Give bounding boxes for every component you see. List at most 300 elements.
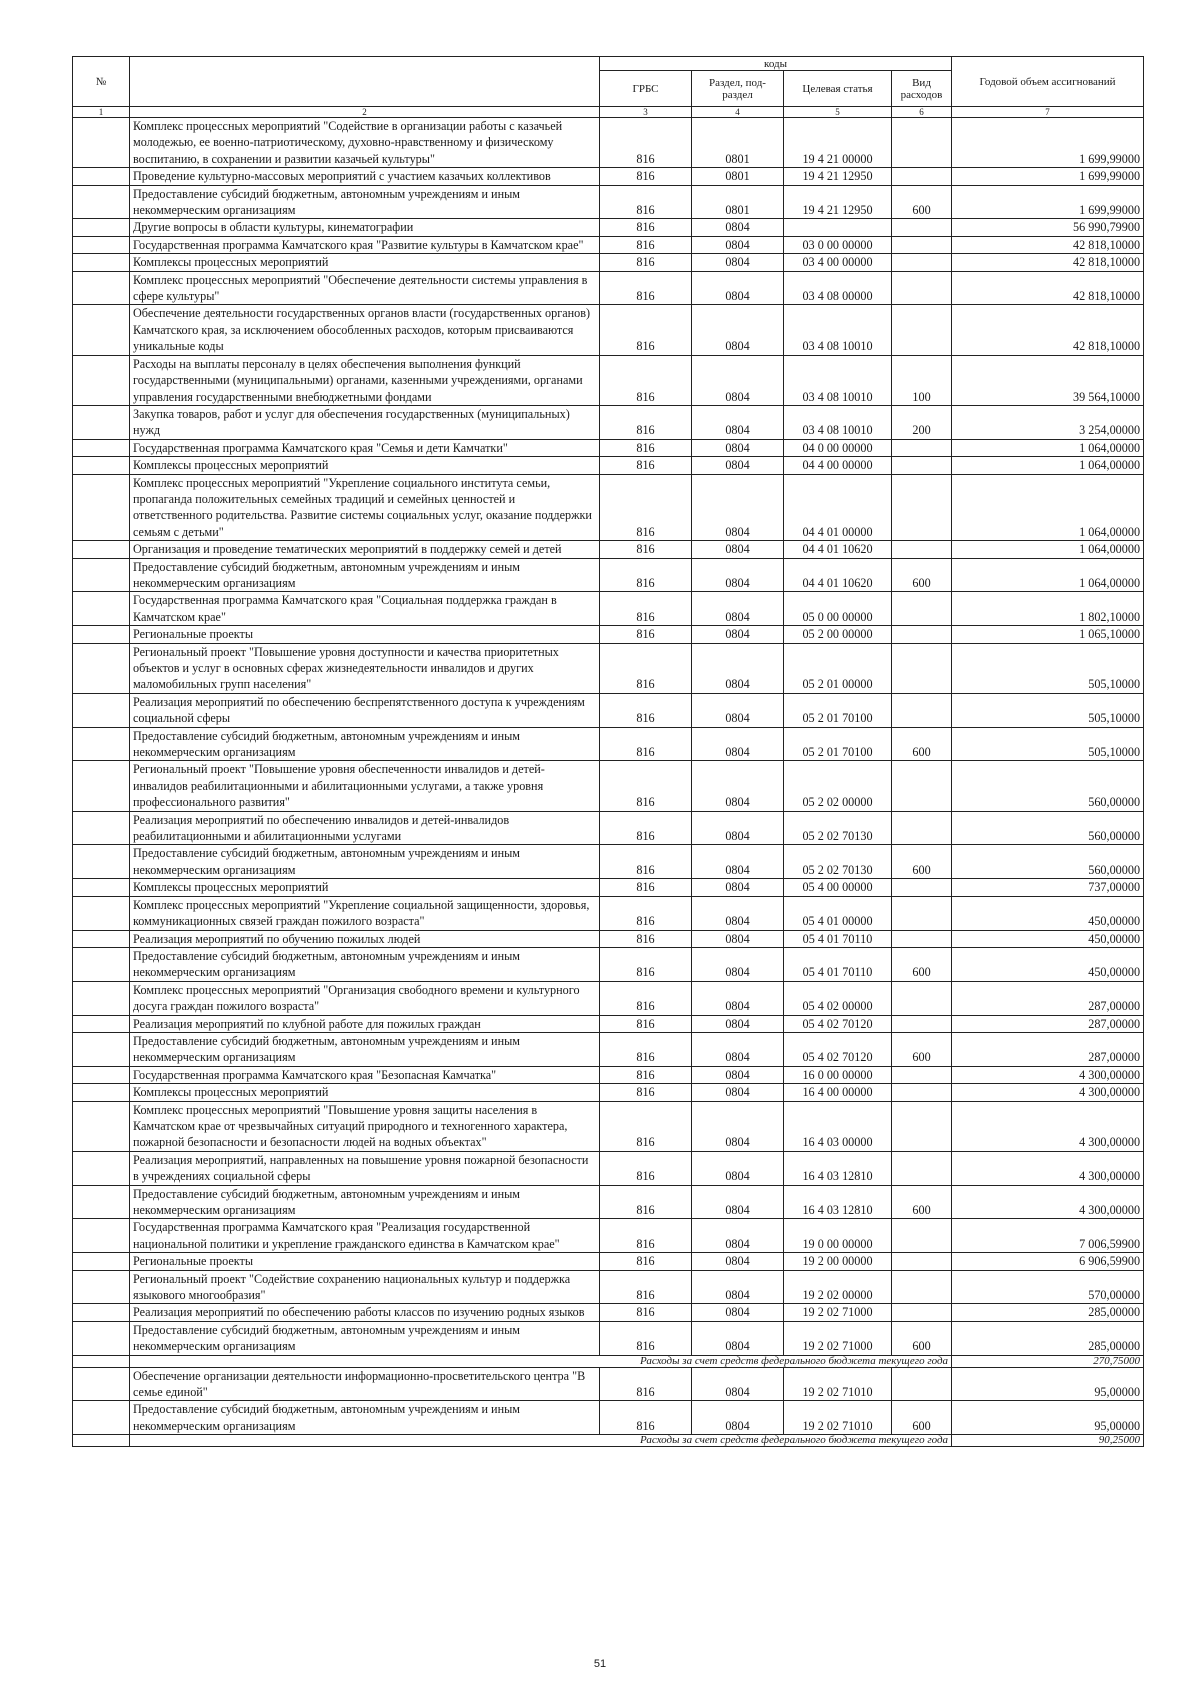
row-number-cell bbox=[73, 1321, 130, 1355]
row-expense-type bbox=[892, 879, 952, 896]
row-section: 0804 bbox=[692, 1367, 784, 1401]
row-expense-type: 600 bbox=[892, 947, 952, 981]
row-number-cell bbox=[73, 1151, 130, 1185]
row-number-cell bbox=[73, 643, 130, 693]
row-expense-type bbox=[892, 1304, 952, 1321]
row-number-cell bbox=[73, 1185, 130, 1219]
row-expense-type bbox=[892, 305, 952, 355]
row-expense-type bbox=[892, 981, 952, 1015]
row-expense-type bbox=[892, 457, 952, 474]
row-expense-type: 600 bbox=[892, 1321, 952, 1355]
row-amount: 285,00000 bbox=[952, 1321, 1144, 1355]
row-expense-type bbox=[892, 474, 952, 541]
row-number-cell bbox=[73, 405, 130, 439]
row-grbs: 816 bbox=[600, 185, 692, 219]
row-expense-type bbox=[892, 271, 952, 305]
row-target-article: 16 4 03 12810 bbox=[784, 1151, 892, 1185]
row-grbs: 816 bbox=[600, 236, 692, 253]
table-row bbox=[73, 541, 1144, 558]
table-row bbox=[73, 271, 1144, 305]
row-description: Реализация мероприятий по обеспечению работы классов по изучению родных языков bbox=[130, 1304, 600, 1321]
row-expense-type bbox=[892, 761, 952, 811]
row-target-article: 19 2 02 71010 bbox=[784, 1401, 892, 1435]
row-amount: 287,00000 bbox=[952, 1032, 1144, 1066]
row-target-article: 05 4 01 00000 bbox=[784, 896, 892, 930]
column-number: 1 bbox=[73, 107, 130, 118]
row-number-cell bbox=[73, 845, 130, 879]
row-grbs: 816 bbox=[600, 811, 692, 845]
row-amount: 450,00000 bbox=[952, 896, 1144, 930]
row-number-cell bbox=[73, 271, 130, 305]
row-target-article: 04 4 01 10620 bbox=[784, 541, 892, 558]
row-target-article: 19 2 00 00000 bbox=[784, 1253, 892, 1270]
row-section: 0804 bbox=[692, 1151, 784, 1185]
row-grbs: 816 bbox=[600, 1101, 692, 1151]
row-section: 0804 bbox=[692, 761, 784, 811]
row-amount: 4 300,00000 bbox=[952, 1066, 1144, 1083]
row-amount: 42 818,10000 bbox=[952, 254, 1144, 271]
table-row bbox=[73, 761, 1144, 811]
row-target-article: 05 4 02 00000 bbox=[784, 981, 892, 1015]
row-target-article: 05 4 02 70120 bbox=[784, 1032, 892, 1066]
row-target-article: 05 4 01 70110 bbox=[784, 947, 892, 981]
row-number-cell bbox=[73, 439, 130, 456]
header-section: Раздел, под-раздел bbox=[692, 71, 784, 107]
row-expense-type: 600 bbox=[892, 1185, 952, 1219]
row-expense-type: 600 bbox=[892, 845, 952, 879]
row-number-cell bbox=[73, 1101, 130, 1151]
row-expense-type bbox=[892, 896, 952, 930]
row-number-cell bbox=[73, 1015, 130, 1032]
row-section: 0804 bbox=[692, 1321, 784, 1355]
row-section: 0804 bbox=[692, 592, 784, 626]
row-section: 0804 bbox=[692, 271, 784, 305]
row-amount: 42 818,10000 bbox=[952, 236, 1144, 253]
row-description: Комплекс процессных мероприятий "Содействие в организации работы с казачьей молодежью, ее военно-патриотическому, духовно-нравственному и физическому воспитанию, в сохранении и развитии казачьей культуры" bbox=[130, 118, 600, 168]
table-row bbox=[73, 592, 1144, 626]
row-number-cell bbox=[73, 896, 130, 930]
row-grbs: 816 bbox=[600, 626, 692, 643]
row-section: 0804 bbox=[692, 845, 784, 879]
row-description: Реализация мероприятий по обучению пожилых людей bbox=[130, 930, 600, 947]
row-grbs: 816 bbox=[600, 947, 692, 981]
row-grbs: 816 bbox=[600, 727, 692, 761]
row-grbs: 816 bbox=[600, 693, 692, 727]
row-amount: 1 699,99000 bbox=[952, 168, 1144, 185]
row-grbs: 816 bbox=[600, 1185, 692, 1219]
header-codes: коды bbox=[600, 57, 952, 71]
row-description: Государственная программа Камчатского края "Семья и дети Камчатки" bbox=[130, 439, 600, 456]
row-number-cell bbox=[73, 118, 130, 168]
row-description: Реализация мероприятий по клубной работе для пожилых граждан bbox=[130, 1015, 600, 1032]
header-description bbox=[130, 57, 600, 107]
row-amount: 1 064,00000 bbox=[952, 474, 1144, 541]
row-section: 0804 bbox=[692, 896, 784, 930]
row-section: 0804 bbox=[692, 727, 784, 761]
row-description: Предоставление субсидий бюджетным, автономным учреждениям и иным некоммерческим организациям bbox=[130, 558, 600, 592]
row-grbs: 816 bbox=[600, 118, 692, 168]
row-section: 0804 bbox=[692, 1185, 784, 1219]
row-amount: 450,00000 bbox=[952, 930, 1144, 947]
row-target-article: 19 2 02 00000 bbox=[784, 1270, 892, 1304]
row-section: 0804 bbox=[692, 693, 784, 727]
table-row bbox=[73, 626, 1144, 643]
row-number-cell bbox=[73, 761, 130, 811]
row-section: 0804 bbox=[692, 930, 784, 947]
row-description: Региональный проект "Содействие сохранению национальных культур и поддержка языкового многообразия" bbox=[130, 1270, 600, 1304]
table-row bbox=[73, 643, 1144, 693]
table-row bbox=[73, 355, 1144, 405]
row-amount: 505,10000 bbox=[952, 643, 1144, 693]
row-expense-type bbox=[892, 1367, 952, 1401]
row-grbs: 816 bbox=[600, 355, 692, 405]
row-grbs: 816 bbox=[600, 219, 692, 236]
table-row bbox=[73, 811, 1144, 845]
row-section: 0804 bbox=[692, 1219, 784, 1253]
column-number: 2 bbox=[130, 107, 600, 118]
row-target-article: 04 4 01 10620 bbox=[784, 558, 892, 592]
row-section: 0804 bbox=[692, 1270, 784, 1304]
row-description: Региональный проект "Повышение уровня доступности и качества приоритетных объектов и услуг в основных сферах жизнедеятельности инвалидов и других маломобильных групп населения" bbox=[130, 643, 600, 693]
row-expense-type bbox=[892, 254, 952, 271]
row-amount: 505,10000 bbox=[952, 693, 1144, 727]
row-number-cell bbox=[73, 254, 130, 271]
row-description: Предоставление субсидий бюджетным, автономным учреждениям и иным некоммерческим организациям bbox=[130, 185, 600, 219]
row-expense-type bbox=[892, 626, 952, 643]
row-amount: 42 818,10000 bbox=[952, 305, 1144, 355]
row-section: 0804 bbox=[692, 981, 784, 1015]
header-grbs: ГРБС bbox=[600, 71, 692, 107]
row-section: 0804 bbox=[692, 405, 784, 439]
table-row bbox=[73, 1151, 1144, 1185]
row-grbs: 816 bbox=[600, 1270, 692, 1304]
row-section: 0804 bbox=[692, 1101, 784, 1151]
row-number-cell bbox=[73, 1401, 130, 1435]
row-expense-type bbox=[892, 592, 952, 626]
row-number-cell bbox=[73, 693, 130, 727]
row-description: Комплексы процессных мероприятий bbox=[130, 457, 600, 474]
table-row bbox=[73, 254, 1144, 271]
row-amount: 505,10000 bbox=[952, 727, 1144, 761]
row-section: 0804 bbox=[692, 1253, 784, 1270]
row-target-article: 04 4 01 00000 bbox=[784, 474, 892, 541]
row-amount: 95,00000 bbox=[952, 1367, 1144, 1401]
header-annual-volume: Годовой объем ассигнований bbox=[952, 57, 1144, 107]
row-grbs: 816 bbox=[600, 439, 692, 456]
row-description: Государственная программа Камчатского края "Развитие культуры в Камчатском крае" bbox=[130, 236, 600, 253]
row-amount: 1 065,10000 bbox=[952, 626, 1144, 643]
header-expense-type: Вид расходов bbox=[892, 71, 952, 107]
row-description: Предоставление субсидий бюджетным, автономным учреждениям и иным некоммерческим организациям bbox=[130, 1032, 600, 1066]
row-grbs: 816 bbox=[600, 457, 692, 474]
row-amount: 1 699,99000 bbox=[952, 185, 1144, 219]
row-amount: 1 802,10000 bbox=[952, 592, 1144, 626]
row-amount: 95,00000 bbox=[952, 1401, 1144, 1435]
row-amount: 1 064,00000 bbox=[952, 439, 1144, 456]
table-row bbox=[73, 896, 1144, 930]
table-row bbox=[73, 727, 1144, 761]
row-expense-type: 600 bbox=[892, 558, 952, 592]
row-expense-type bbox=[892, 439, 952, 456]
row-grbs: 816 bbox=[600, 643, 692, 693]
row-grbs: 816 bbox=[600, 271, 692, 305]
row-description: Обеспечение организации деятельности информационно-просветительского центра "В семье единой" bbox=[130, 1367, 600, 1401]
row-description: Комплексы процессных мероприятий bbox=[130, 254, 600, 271]
row-target-article: 16 0 00 00000 bbox=[784, 1066, 892, 1083]
row-expense-type bbox=[892, 168, 952, 185]
row-target-article: 03 0 00 00000 bbox=[784, 236, 892, 253]
row-expense-type bbox=[892, 693, 952, 727]
row-grbs: 816 bbox=[600, 592, 692, 626]
row-grbs: 816 bbox=[600, 1084, 692, 1101]
table-row bbox=[73, 405, 1144, 439]
row-expense-type: 600 bbox=[892, 1032, 952, 1066]
row-number-cell bbox=[73, 1219, 130, 1253]
row-target-article: 16 4 00 00000 bbox=[784, 1084, 892, 1101]
row-target-article: 05 2 02 70130 bbox=[784, 845, 892, 879]
row-grbs: 816 bbox=[600, 1032, 692, 1066]
column-number: 6 bbox=[892, 107, 952, 118]
table-row bbox=[73, 1219, 1144, 1253]
row-amount: 4 300,00000 bbox=[952, 1185, 1144, 1219]
row-grbs: 816 bbox=[600, 168, 692, 185]
row-section: 0804 bbox=[692, 1015, 784, 1032]
row-number-cell bbox=[73, 219, 130, 236]
row-amount: 42 818,10000 bbox=[952, 271, 1144, 305]
row-grbs: 816 bbox=[600, 474, 692, 541]
row-grbs: 816 bbox=[600, 1015, 692, 1032]
row-expense-type bbox=[892, 1219, 952, 1253]
row-number-cell bbox=[73, 305, 130, 355]
row-number-cell bbox=[73, 474, 130, 541]
table-row bbox=[73, 219, 1144, 236]
row-target-article: 19 4 21 00000 bbox=[784, 118, 892, 168]
row-description: Обеспечение деятельности государственных органов власти (государственных органов) Камчатского края, за исключением обособленных расходов, которым присваиваются уникальные коды bbox=[130, 305, 600, 355]
table-row bbox=[73, 168, 1144, 185]
row-description: Реализация мероприятий по обеспечению инвалидов и детей-инвалидов реабилитационными и абилитационными услугами bbox=[130, 811, 600, 845]
table-row bbox=[73, 185, 1144, 219]
row-target-article: 05 2 01 00000 bbox=[784, 643, 892, 693]
row-grbs: 816 bbox=[600, 896, 692, 930]
row-section: 0801 bbox=[692, 185, 784, 219]
row-section: 0804 bbox=[692, 1084, 784, 1101]
row-grbs: 816 bbox=[600, 879, 692, 896]
row-description: Региональный проект "Повышение уровня обеспеченности инвалидов и детей-инвалидов реабилитационными и абилитационными услугами, а также уровня профессионального развития" bbox=[130, 761, 600, 811]
row-number-cell bbox=[73, 1367, 130, 1401]
row-amount: 1 064,00000 bbox=[952, 457, 1144, 474]
row-target-article: 03 4 08 10010 bbox=[784, 405, 892, 439]
row-description: Предоставление субсидий бюджетным, автономным учреждениям и иным некоммерческим организациям bbox=[130, 845, 600, 879]
row-grbs: 816 bbox=[600, 761, 692, 811]
row-number-cell bbox=[73, 457, 130, 474]
row-number-cell bbox=[73, 592, 130, 626]
table-row bbox=[73, 236, 1144, 253]
row-expense-type: 200 bbox=[892, 405, 952, 439]
column-number: 7 bbox=[952, 107, 1144, 118]
row-grbs: 816 bbox=[600, 1253, 692, 1270]
row-expense-type bbox=[892, 1066, 952, 1083]
budget-table bbox=[72, 56, 1144, 1447]
row-amount: 285,00000 bbox=[952, 1304, 1144, 1321]
page-number: 51 bbox=[593, 1658, 607, 1670]
table-row bbox=[73, 1032, 1144, 1066]
row-amount: 39 564,10000 bbox=[952, 355, 1144, 405]
row-expense-type bbox=[892, 118, 952, 168]
row-grbs: 816 bbox=[600, 558, 692, 592]
budget-document bbox=[72, 56, 1143, 1447]
row-target-article: 05 4 00 00000 bbox=[784, 879, 892, 896]
row-target-article: 16 4 03 00000 bbox=[784, 1101, 892, 1151]
row-section: 0801 bbox=[692, 118, 784, 168]
note-description: Расходы за счет средств федерального бюджета текущего года bbox=[130, 1355, 952, 1367]
row-target-article: 04 4 00 00000 bbox=[784, 457, 892, 474]
row-target-article: 03 4 08 00000 bbox=[784, 271, 892, 305]
row-amount: 1 064,00000 bbox=[952, 558, 1144, 592]
row-description: Государственная программа Камчатского края "Социальная поддержка граждан в Камчатском крае" bbox=[130, 592, 600, 626]
row-amount: 4 300,00000 bbox=[952, 1084, 1144, 1101]
row-expense-type: 600 bbox=[892, 185, 952, 219]
row-grbs: 816 bbox=[600, 541, 692, 558]
row-description: Региональные проекты bbox=[130, 626, 600, 643]
row-number-cell bbox=[73, 185, 130, 219]
row-amount: 4 300,00000 bbox=[952, 1101, 1144, 1151]
row-section: 0804 bbox=[692, 626, 784, 643]
row-number-cell bbox=[73, 1032, 130, 1066]
row-number-cell bbox=[73, 981, 130, 1015]
row-target-article: 19 4 21 12950 bbox=[784, 185, 892, 219]
row-section: 0804 bbox=[692, 236, 784, 253]
row-number-cell bbox=[73, 1435, 130, 1447]
row-target-article: 05 2 02 70130 bbox=[784, 811, 892, 845]
row-number-cell bbox=[73, 168, 130, 185]
note-amount: 270,75000 bbox=[952, 1355, 1144, 1367]
row-number-cell bbox=[73, 1355, 130, 1367]
row-description: Предоставление субсидий бюджетным, автономным учреждениям и иным некоммерческим организациям bbox=[130, 1401, 600, 1435]
row-section: 0804 bbox=[692, 254, 784, 271]
row-grbs: 816 bbox=[600, 254, 692, 271]
row-section: 0804 bbox=[692, 811, 784, 845]
row-description: Проведение культурно-массовых мероприятий с участием казачьих коллективов bbox=[130, 168, 600, 185]
federal-budget-note-row bbox=[73, 1355, 1144, 1367]
table-row bbox=[73, 1066, 1144, 1083]
row-section: 0804 bbox=[692, 474, 784, 541]
table-row bbox=[73, 1321, 1144, 1355]
row-grbs: 816 bbox=[600, 1066, 692, 1083]
row-number-cell bbox=[73, 558, 130, 592]
row-target-article: 04 0 00 00000 bbox=[784, 439, 892, 456]
row-number-cell bbox=[73, 879, 130, 896]
row-amount: 560,00000 bbox=[952, 811, 1144, 845]
table-row bbox=[73, 1401, 1144, 1435]
row-target-article: 05 2 02 00000 bbox=[784, 761, 892, 811]
row-expense-type bbox=[892, 930, 952, 947]
row-description: Комплекс процессных мероприятий "Повышение уровня защиты населения в Камчатском крае от чрезвычайных ситуаций природного и техногенного характера, пожарной безопасности и безопасности людей на водных объектах" bbox=[130, 1101, 600, 1151]
table-header bbox=[73, 57, 1144, 118]
column-number: 4 bbox=[692, 107, 784, 118]
row-amount: 737,00000 bbox=[952, 879, 1144, 896]
row-expense-type bbox=[892, 811, 952, 845]
column-number: 3 bbox=[600, 107, 692, 118]
row-description: Региональные проекты bbox=[130, 1253, 600, 1270]
table-row bbox=[73, 1185, 1144, 1219]
row-number-cell bbox=[73, 1253, 130, 1270]
row-description: Государственная программа Камчатского края "Безопасная Камчатка" bbox=[130, 1066, 600, 1083]
row-description: Комплексы процессных мероприятий bbox=[130, 1084, 600, 1101]
row-grbs: 816 bbox=[600, 1151, 692, 1185]
row-expense-type bbox=[892, 1101, 952, 1151]
row-number-cell bbox=[73, 727, 130, 761]
row-section: 0804 bbox=[692, 1066, 784, 1083]
row-section: 0804 bbox=[692, 947, 784, 981]
table-row bbox=[73, 118, 1144, 168]
table-row bbox=[73, 1101, 1144, 1151]
table-row bbox=[73, 879, 1144, 896]
row-target-article: 05 0 00 00000 bbox=[784, 592, 892, 626]
row-description: Комплексы процессных мероприятий bbox=[130, 879, 600, 896]
row-grbs: 816 bbox=[600, 845, 692, 879]
row-description: Государственная программа Камчатского края "Реализация государственной национальной политики и укрепление гражданского единства в Камчатском крае" bbox=[130, 1219, 600, 1253]
row-section: 0804 bbox=[692, 305, 784, 355]
row-description: Реализация мероприятий по обеспечению беспрепятственного доступа к учреждениям социальной сферы bbox=[130, 693, 600, 727]
row-description: Предоставление субсидий бюджетным, автономным учреждениям и иным некоммерческим организациям bbox=[130, 1321, 600, 1355]
row-number-cell bbox=[73, 1066, 130, 1083]
row-grbs: 816 bbox=[600, 305, 692, 355]
row-section: 0804 bbox=[692, 219, 784, 236]
table-row bbox=[73, 1253, 1144, 1270]
row-amount: 570,00000 bbox=[952, 1270, 1144, 1304]
header-number: № bbox=[73, 57, 130, 107]
table-row bbox=[73, 981, 1144, 1015]
row-amount: 7 006,59900 bbox=[952, 1219, 1144, 1253]
row-description: Комплекс процессных мероприятий "Обеспечение деятельности системы управления в сфере культуры" bbox=[130, 271, 600, 305]
row-target-article: 03 4 08 10010 bbox=[784, 305, 892, 355]
row-number-cell bbox=[73, 947, 130, 981]
row-amount: 1 064,00000 bbox=[952, 541, 1144, 558]
column-number: 5 bbox=[784, 107, 892, 118]
row-target-article: 19 2 02 71000 bbox=[784, 1304, 892, 1321]
row-expense-type bbox=[892, 643, 952, 693]
table-row bbox=[73, 457, 1144, 474]
row-amount: 560,00000 bbox=[952, 761, 1144, 811]
row-section: 0804 bbox=[692, 1304, 784, 1321]
table-row bbox=[73, 947, 1144, 981]
row-description: Другие вопросы в области культуры, кинематографии bbox=[130, 219, 600, 236]
row-expense-type bbox=[892, 1015, 952, 1032]
row-number-cell bbox=[73, 1270, 130, 1304]
row-section: 0804 bbox=[692, 541, 784, 558]
row-expense-type: 600 bbox=[892, 1401, 952, 1435]
header-target-article: Целевая статья bbox=[784, 71, 892, 107]
row-expense-type bbox=[892, 1084, 952, 1101]
row-grbs: 816 bbox=[600, 405, 692, 439]
row-description: Предоставление субсидий бюджетным, автономным учреждениям и иным некоммерческим организациям bbox=[130, 727, 600, 761]
table-row bbox=[73, 1270, 1144, 1304]
row-description: Комплекс процессных мероприятий "Организация свободного времени и культурного досуга граждан пожилого возраста" bbox=[130, 981, 600, 1015]
row-expense-type bbox=[892, 1270, 952, 1304]
row-description: Реализация мероприятий, направленных на повышение уровня пожарной безопасности в учреждениях социальной сферы bbox=[130, 1151, 600, 1185]
table-row bbox=[73, 1084, 1144, 1101]
row-amount: 450,00000 bbox=[952, 947, 1144, 981]
row-number-cell bbox=[73, 355, 130, 405]
row-section: 0804 bbox=[692, 439, 784, 456]
row-section: 0804 bbox=[692, 558, 784, 592]
row-section: 0804 bbox=[692, 879, 784, 896]
row-section: 0804 bbox=[692, 643, 784, 693]
table-row bbox=[73, 1304, 1144, 1321]
row-target-article: 05 4 01 70110 bbox=[784, 930, 892, 947]
table-row bbox=[73, 693, 1144, 727]
row-expense-type: 100 bbox=[892, 355, 952, 405]
